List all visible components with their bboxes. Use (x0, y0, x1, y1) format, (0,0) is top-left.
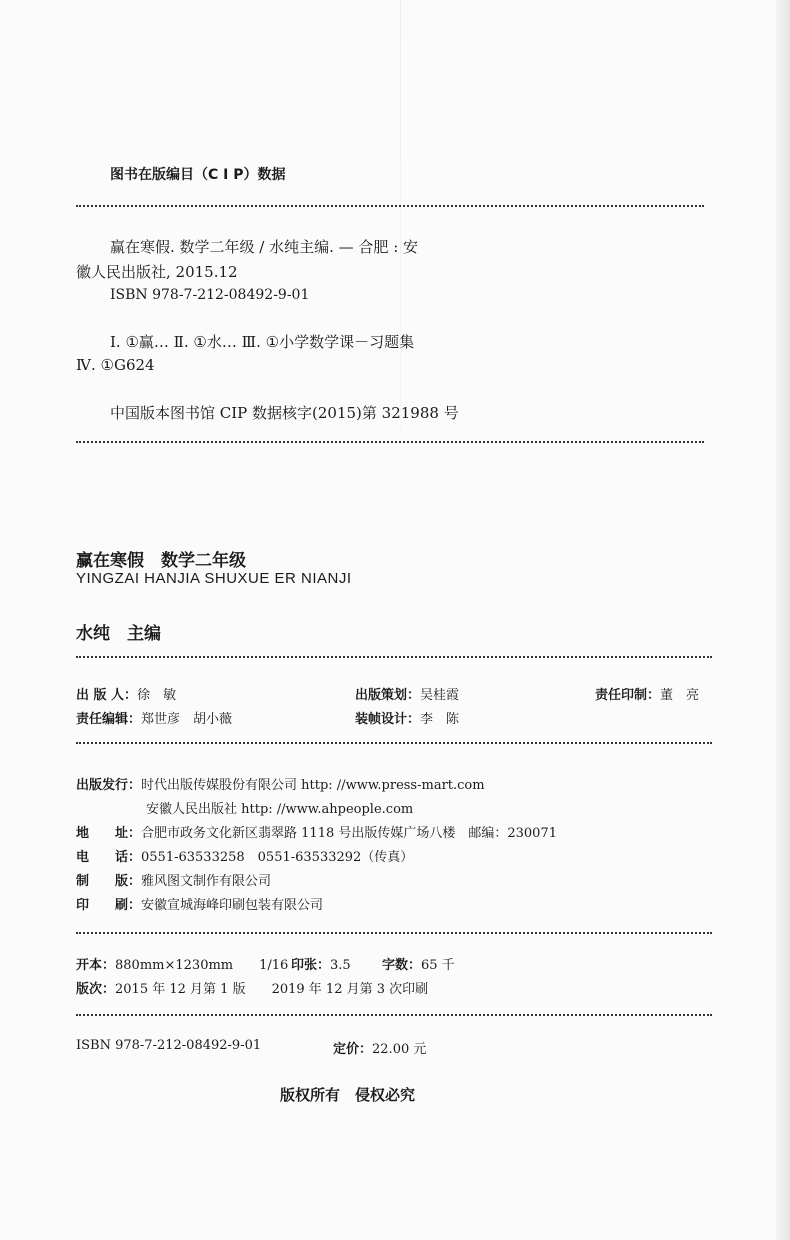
cip-heading: 图书在版编目（C I P）数据 (110, 167, 286, 183)
staff-design (355, 708, 459, 727)
staff-planner (355, 684, 459, 703)
planner-label: 出版策划： (355, 688, 421, 703)
divider (76, 932, 712, 934)
cip-class-2: Ⅳ. ①G624 (76, 356, 155, 374)
staff-editors (76, 708, 232, 727)
phone-value: 0551-63533258 0551-63533292（传真） (141, 850, 414, 865)
divider (76, 205, 704, 207)
bleed-through-shadow (400, 0, 401, 430)
cip-line-2: 徽人民出版社, 2015.12 (76, 263, 238, 281)
price (333, 1038, 426, 1057)
divider (76, 441, 704, 443)
cip-line-1: 赢在寒假. 数学二年级 / 水纯主编. — 合肥 : 安 (110, 238, 419, 256)
words-value: 65 千 (421, 958, 455, 973)
format-label: 开本： (76, 958, 116, 973)
print-value: 董 亮 (660, 688, 700, 703)
printer-label: 印 刷： (76, 898, 142, 913)
edition-label: 版次： (76, 982, 116, 997)
edition-value: 2015 年 12 月第 1 版 2019 年 12 月第 3 次印刷 (115, 982, 429, 997)
pub-address (76, 822, 557, 841)
divider (76, 656, 712, 658)
divider (76, 1014, 712, 1016)
platemaking-label: 制 版： (76, 874, 142, 889)
sheets-value: 3.5 (330, 958, 351, 973)
spec-format (76, 954, 288, 973)
staff-publisher (76, 684, 176, 703)
rights-notice: 版权所有 侵权必究 (280, 1086, 416, 1104)
issue-value-2: 安徽人民出版社 http: //www.ahpeople.com (146, 802, 414, 817)
platemaking-value: 雅风图文制作有限公司 (141, 874, 272, 889)
cip-class-1: Ⅰ. ①赢… Ⅱ. ①水… Ⅲ. ①小学数学课－习题集 (110, 333, 415, 351)
publisher-label: 出 版 人： (76, 688, 138, 703)
cip-isbn: ISBN 978-7-212-08492-9-01 (110, 287, 310, 303)
page-edge (776, 0, 790, 1240)
spec-edition (76, 978, 428, 997)
pub-platemaking (76, 870, 271, 889)
cip-verify: 中国版本图书馆 CIP 数据核字(2015)第 321988 号 (110, 404, 459, 422)
book-editor: 水纯 主编 (76, 624, 161, 644)
format-value: 880mm×1230mm 1/16 (115, 958, 289, 973)
words-label: 字数： (382, 958, 422, 973)
phone-label: 电 话： (76, 850, 142, 865)
book-title-pinyin: YINGZAI HANJIA SHUXUE ER NIANJI (76, 570, 352, 587)
design-value: 李 陈 (420, 712, 460, 727)
issue-label: 出版发行： (76, 778, 142, 793)
pub-phone (76, 846, 413, 865)
divider (76, 742, 712, 744)
address-label: 地 址： (76, 826, 142, 841)
spec-words (382, 954, 455, 973)
address-value: 合肥市政务文化新区翡翠路 1118 号出版传媒广场八楼 邮编：230071 (141, 826, 557, 841)
price-value: 22.00 元 (372, 1042, 427, 1057)
planner-value: 吴桂霞 (420, 688, 460, 703)
spec-sheets (291, 954, 351, 973)
staff-print (595, 684, 699, 703)
price-label: 定价： (333, 1042, 373, 1057)
design-label: 装帧设计： (355, 712, 421, 727)
editors-value: 郑世彦 胡小薇 (141, 712, 233, 727)
book-title: 赢在寒假 数学二年级 (76, 551, 246, 571)
issue-value-1: 时代出版传媒股份有限公司 http: //www.press-mart.com (141, 778, 485, 793)
sheets-label: 印张： (291, 958, 331, 973)
pub-printer (76, 894, 323, 913)
pub-issue (76, 774, 485, 793)
isbn: ISBN 978-7-212-08492-9-01 (76, 1038, 262, 1053)
publisher-value: 徐 敏 (137, 688, 177, 703)
print-label: 责任印制： (595, 688, 661, 703)
editors-label: 责任编辑： (76, 712, 142, 727)
printer-value: 安徽宣城海峰印刷包装有限公司 (141, 898, 324, 913)
